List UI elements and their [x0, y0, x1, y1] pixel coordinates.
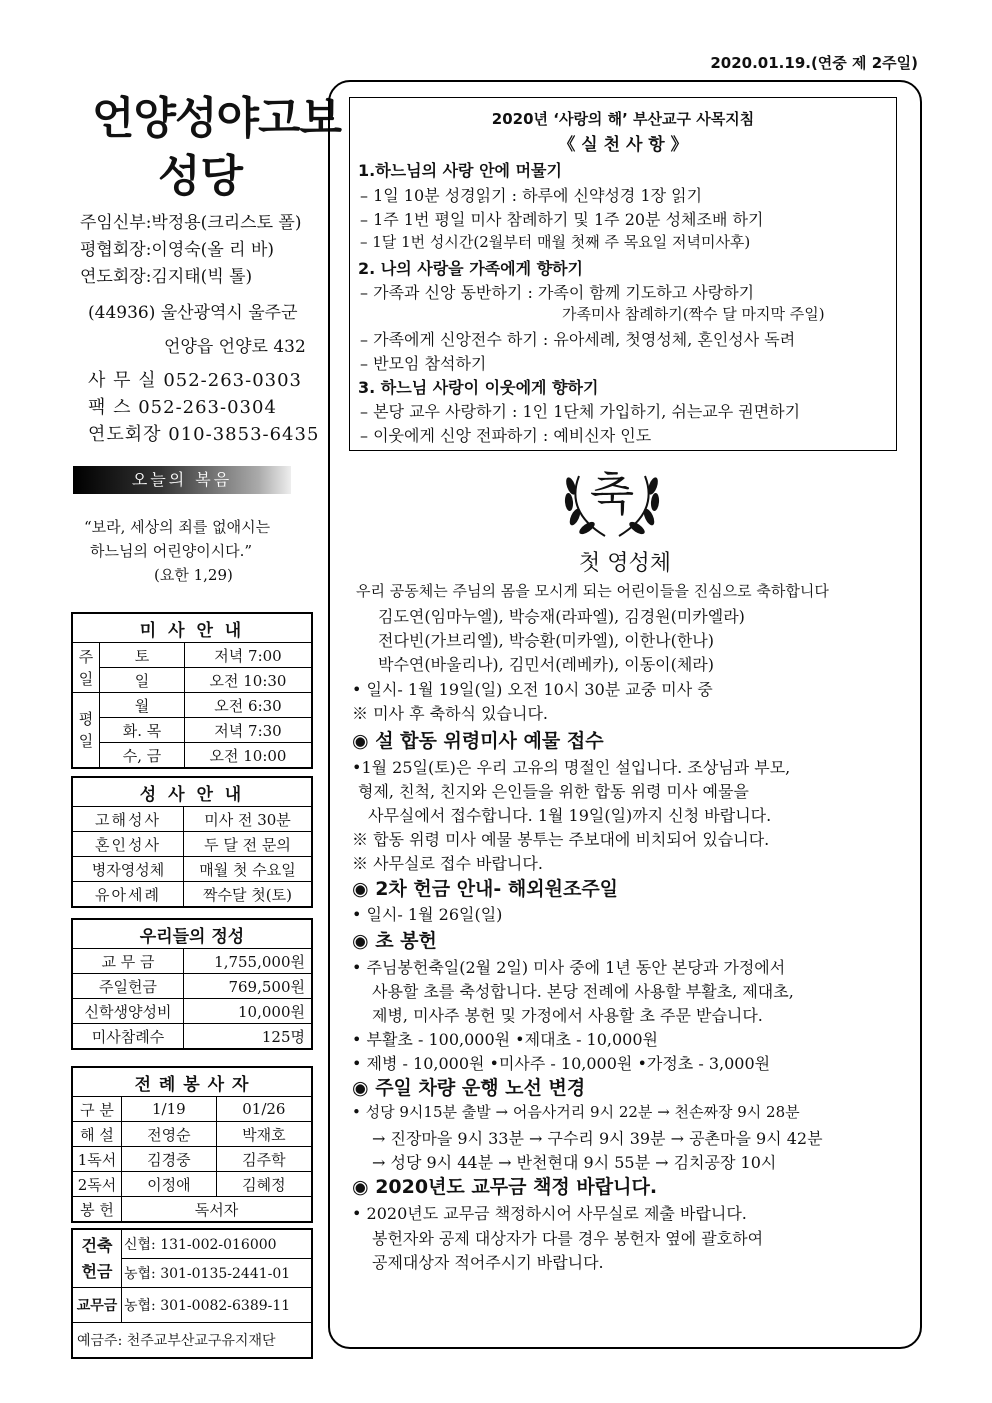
- guideline-item: – 가족과 신앙 동반하기 : 가족이 함께 기도하고 사랑하기: [360, 283, 755, 302]
- server-role: 1독서: [72, 1147, 122, 1172]
- notice-title: ◉ 2차 헌금 안내- 해외원조주일: [352, 878, 619, 900]
- mass-time: 오전 10:00: [185, 743, 313, 769]
- server-name: 김경중: [122, 1147, 217, 1172]
- server-role: 2독서: [72, 1172, 122, 1197]
- table-row: [72, 1122, 312, 1147]
- mass-day: 수, 금: [100, 743, 185, 769]
- server-role: 해 설: [72, 1122, 122, 1147]
- notice-line: 제병, 미사주 봉헌 및 가정에서 사용할 초 주문 받습니다.: [372, 1006, 763, 1025]
- notice-line: → 성당 9시 44분 → 반천현대 9시 55분 → 김치공장 10시: [372, 1153, 777, 1172]
- communion-names: 전다빈(가브리엘), 박승환(미카엘), 이한나(한나): [378, 631, 715, 650]
- communion-names: 김도연(임마누엘), 박승재(라파엘), 김경원(미카엘라): [378, 607, 745, 626]
- notice-line: 형제, 친척, 친지와 은인들을 위한 합동 위령 미사 예물을: [358, 782, 749, 801]
- offering-table: [71, 918, 313, 1050]
- notice-line: • 주님봉헌축일(2월 2일) 미사 중에 1년 동안 본당과 가정에서: [352, 958, 786, 977]
- mass-time: 오전 6:30: [185, 693, 313, 718]
- mass-time: 저녁 7:00: [185, 643, 313, 668]
- account-holder: 예금주: 천주교부산교구유지재단: [72, 1323, 312, 1359]
- mass-header: 미 사 안 내: [72, 613, 312, 643]
- guideline-section-2: 2. 나의 사랑을 가족에게 향하기: [358, 259, 583, 278]
- table-row: [72, 1229, 312, 1259]
- gospel-header: 오늘의 복음: [73, 466, 291, 494]
- sacrament-value: 매월 첫 수요일: [184, 857, 313, 882]
- mass-schedule-table: [71, 612, 313, 769]
- communion-intro: 우리 공동체는 주님의 몸을 모시게 되는 어린이들을 진심으로 축하합니다: [356, 582, 829, 600]
- table-row: [72, 1197, 312, 1223]
- table-row: [72, 857, 312, 882]
- offering-value: 1,755,000원: [184, 949, 313, 974]
- table-row: [72, 643, 312, 668]
- sacrament-name: 유아세례: [72, 882, 184, 908]
- mass-day: 화. 목: [100, 718, 185, 743]
- notice-line: 사무실에서 접수합니다. 1월 19일(일)까지 신청 바랍니다.: [368, 806, 772, 825]
- celebration-emblem-text: 축: [589, 467, 635, 521]
- server-name: 박재호: [216, 1122, 312, 1147]
- gyomu-account: 농협: 301-0082-6389-11: [122, 1288, 313, 1323]
- offering-name: 교 무 금: [72, 949, 184, 974]
- sacrament-name: 혼인성사: [72, 832, 184, 857]
- issue-date: 2020.01.19.(연중 제 2주일): [710, 54, 918, 72]
- notice-line: ※ 사무실로 접수 바랍니다.: [352, 854, 543, 873]
- sacraments-table: [71, 776, 313, 908]
- guideline-item: – 1주 1번 평일 미사 참례하기 및 1주 20분 성체조배 하기: [360, 210, 764, 229]
- communion-names: 박수연(바울리나), 김민서(레베카), 이동이(체라): [378, 655, 715, 674]
- notice-title: ◉ 설 합동 위령미사 예물 접수: [352, 730, 604, 752]
- building-fund-label: 건축헌금: [72, 1229, 122, 1288]
- notice-line: 사용할 초를 축성합니다. 본당 전례에 사용할 부활초, 제대초,: [372, 982, 794, 1001]
- communion-note: ※ 미사 후 축하식 있습니다.: [352, 704, 548, 723]
- guideline-item: – 본당 교우 사랑하기 : 1인 1단체 가입하기, 쉬는교우 권면하기: [360, 402, 801, 421]
- notice-line: • 부활초 - 100,000원 •제대초 - 10,000원: [352, 1030, 658, 1049]
- server-name: 독서자: [122, 1197, 313, 1223]
- table-row: [72, 693, 312, 718]
- laurel-emblem: [557, 462, 667, 542]
- mass-day: 일: [100, 668, 185, 693]
- guideline-item: – 가족에게 신앙전수 하기 : 유아세례, 첫영성체, 혼인성사 독려: [360, 330, 796, 349]
- address-line1: (44936) 울산광역시 울주군: [88, 303, 298, 323]
- guideline-title: 2020년 ‘사랑의 해’ 부산교구 사목지침: [491, 110, 755, 128]
- first-communion-title: 첫 영성체: [578, 551, 671, 576]
- offering-header: 우리들의 정성: [72, 919, 312, 949]
- mass-day: 토: [100, 643, 185, 668]
- offering-name: 신학생양성비: [72, 999, 184, 1024]
- notice-line: • 2020년도 교무금 책정하시어 사무실로 제출 바랍니다.: [352, 1204, 747, 1223]
- mass-day: 월: [100, 693, 185, 718]
- column-header: 구 분: [72, 1097, 122, 1122]
- sacrament-name: 병자영성체: [72, 857, 184, 882]
- gospel-line2: 하느님의 어린양이시다.”: [90, 542, 253, 560]
- guideline-item: – 반모임 참석하기: [360, 354, 487, 373]
- table-row: [72, 1288, 312, 1323]
- table-row: [72, 949, 312, 974]
- guideline-section-1: 1.하느님의 사랑 안에 머물기: [358, 161, 562, 180]
- table-row: [72, 1147, 312, 1172]
- building-account-1: 신협: 131-002-016000: [122, 1229, 313, 1259]
- table-row: [72, 1097, 312, 1122]
- sunday-label: 주일: [72, 643, 100, 693]
- table-row: [72, 1323, 312, 1359]
- sacrament-name: 고해성사: [72, 807, 184, 832]
- offering-name: 주일헌금: [72, 974, 184, 999]
- offering-name: 미사참례수: [72, 1024, 184, 1050]
- notice-line: 봉헌자와 공제 대상자가 다를 경우 봉헌자 옆에 괄호하여: [372, 1229, 764, 1248]
- yeondo-president: 연도회장:김지태(빅 톨): [80, 267, 253, 287]
- gospel-line1: “보라, 세상의 죄를 없애시는: [84, 518, 271, 536]
- offering-value: 125명: [184, 1024, 313, 1050]
- guideline-item: 가족미사 참례하기(짝수 달 마지막 주일): [562, 305, 825, 323]
- notice-line: • 일시- 1월 26일(일): [352, 905, 503, 924]
- building-account-2: 농협: 301-0135-2441-01: [122, 1259, 313, 1288]
- server-name: 김주학: [216, 1147, 312, 1172]
- column-header: 01/26: [216, 1097, 312, 1122]
- servers-header: 전 례 봉 사 자: [72, 1067, 312, 1097]
- fax-number: 팩 스 052-263-0304: [88, 397, 277, 418]
- server-name: 전영순: [122, 1122, 217, 1147]
- offering-value: 769,500원: [184, 974, 313, 999]
- liturgy-servers-table: [71, 1066, 313, 1223]
- notice-title: ◉ 2020년도 교무금 책정 바랍니다.: [352, 1176, 658, 1198]
- notice-line: •1월 25일(토)은 우리 고유의 명절인 설입니다. 조상님과 부모,: [352, 758, 791, 777]
- mass-time: 저녁 7:30: [185, 718, 313, 743]
- notice-line: → 진장마을 9시 33분 → 구수리 9시 39분 → 공촌마을 9시 42분: [372, 1129, 823, 1148]
- guideline-subtitle: 《 실 천 사 항 》: [558, 135, 688, 155]
- server-role: 봉 헌: [72, 1197, 122, 1223]
- address-line2: 언양읍 언양로 432: [164, 337, 306, 357]
- notice-line: • 제병 - 10,000원 •미사주 - 10,000원 •가정초 - 3,000원: [352, 1054, 771, 1073]
- table-row: [72, 668, 312, 693]
- column-header: 1/19: [122, 1097, 217, 1122]
- offering-value: 10,000원: [184, 999, 313, 1024]
- notice-line: ※ 합동 위령 미사 예물 봉투는 주보대에 비치되어 있습니다.: [352, 830, 770, 849]
- parish-title-church: 성당: [158, 151, 244, 202]
- gyomu-label: 교무금: [72, 1288, 122, 1323]
- gospel-reference: (요한 1,29): [154, 566, 233, 584]
- guideline-item: – 1달 1번 성시간(2월부터 매월 첫째 주 목요일 저녁미사후): [360, 233, 751, 251]
- table-row: [72, 882, 312, 908]
- mass-time: 오전 10:30: [185, 668, 313, 693]
- sacrament-value: 미사 전 30분: [184, 807, 313, 832]
- sacraments-header: 성 사 안 내: [72, 777, 312, 807]
- guideline-item: – 1일 10분 성경읽기 : 하루에 신약성경 1장 읽기: [360, 186, 703, 205]
- guideline-item: – 이웃에게 신앙 전파하기 : 예비신자 인도: [360, 426, 652, 445]
- notice-title: ◉ 초 봉헌: [352, 930, 437, 952]
- weekday-label: 평일: [72, 693, 100, 769]
- bank-accounts-table: [71, 1228, 313, 1359]
- office-phone: 사 무 실 052-263-0303: [88, 370, 303, 391]
- server-name: 이정애: [122, 1172, 217, 1197]
- table-row: [72, 1024, 312, 1050]
- table-row: [72, 999, 312, 1024]
- parish-title: 언양성야고보: [92, 93, 342, 144]
- notice-line: • 성당 9시15분 출발 → 어음사거리 9시 22분 → 천손짜장 9시 28분: [352, 1103, 800, 1121]
- table-row: [72, 743, 312, 769]
- sacrament-value: 두 달 전 문의: [184, 832, 313, 857]
- yeondo-phone: 연도회장 010-3853-6435: [88, 424, 320, 445]
- table-row: [72, 1172, 312, 1197]
- table-row: [72, 807, 312, 832]
- pastor: 주임신부:박정용(크리스토 폴): [80, 213, 302, 233]
- notice-line: 공제대상자 적어주시기 바랍니다.: [372, 1253, 604, 1272]
- communion-when: • 일시- 1월 19일(일) 오전 10시 30분 교중 미사 중: [352, 680, 713, 699]
- sacrament-value: 짝수달 첫(토): [184, 882, 313, 908]
- table-row: [72, 974, 312, 999]
- guideline-section-3: 3. 하느님 사랑이 이웃에게 향하기: [358, 378, 599, 397]
- council-president: 평협회장:이영숙(올 리 바): [80, 240, 275, 260]
- table-row: [72, 718, 312, 743]
- table-row: [72, 832, 312, 857]
- server-name: 김혜정: [216, 1172, 312, 1197]
- notice-title: ◉ 주일 차량 운행 노선 변경: [352, 1077, 586, 1099]
